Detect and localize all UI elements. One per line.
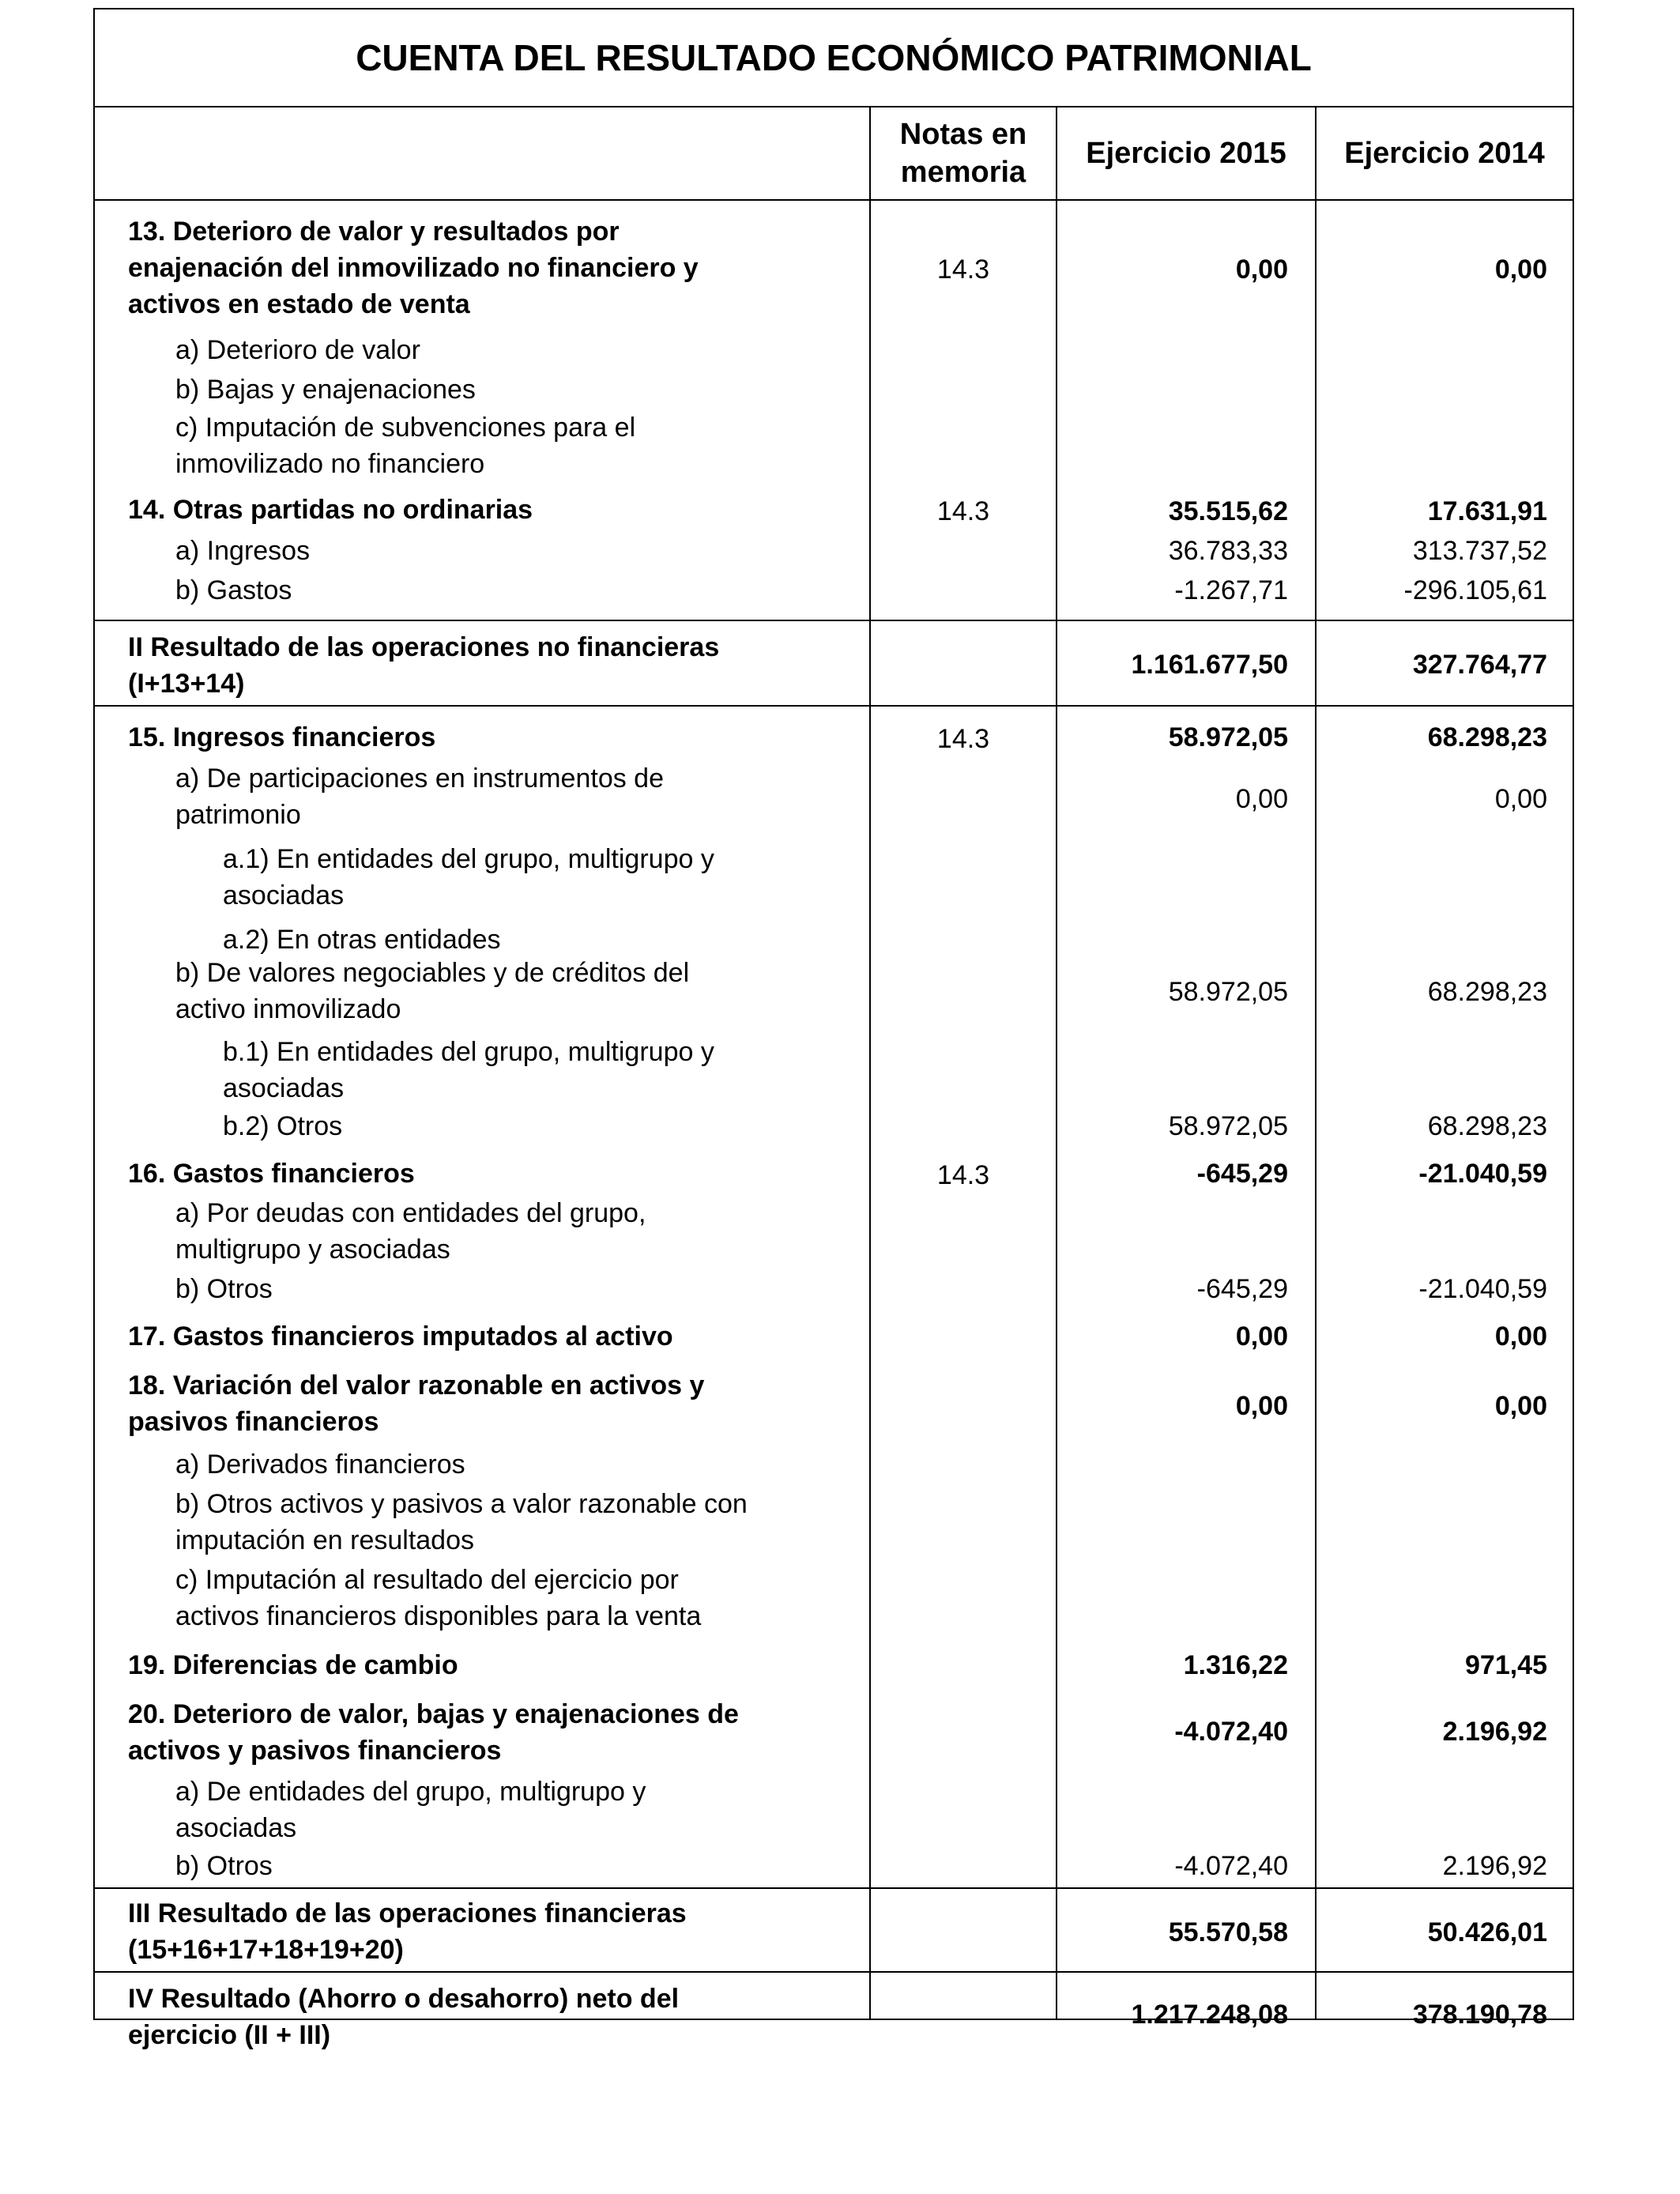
- row-20-2015: -4.072,40: [1174, 1717, 1288, 1747]
- row-13c-label: [175, 409, 635, 482]
- row-13-line3: activos en estado de venta: [128, 289, 470, 319]
- row-IV-line1: IV Resultado (Ahorro o desahorro) neto del: [128, 1984, 680, 2014]
- row-19-2014: 971,45: [1465, 1650, 1547, 1680]
- row-II-2014: 327.764,77: [1412, 650, 1547, 680]
- row-20b-label: b) Otros: [175, 1851, 273, 1881]
- row-15a1-label: [223, 841, 714, 914]
- row-15a-2014: 0,00: [1494, 784, 1547, 814]
- row-15a-2015: 0,00: [1235, 784, 1288, 814]
- row-15-2015: 58.972,05: [1168, 722, 1288, 752]
- row-18-line1: 18. Variación del valor razonable en activos y: [128, 1370, 705, 1400]
- row-20-line1: 20. Deterioro de valor, bajas y enajenaciones de: [128, 1699, 739, 1729]
- row-IV-2014: 378.190,78: [1412, 2000, 1547, 2030]
- row-15a1-line2: asociadas: [223, 880, 345, 910]
- row-18b-label: [175, 1486, 748, 1559]
- row-14-2014: 17.631,91: [1427, 496, 1547, 526]
- row-20-line2: activos y pasivos financieros: [128, 1736, 502, 1766]
- row-15b-line1: b) De valores negociables y de créditos del: [175, 958, 690, 988]
- column-header-notes: [871, 107, 1056, 199]
- row-15b1-line2: asociadas: [223, 1073, 345, 1103]
- row-15b-label: [175, 955, 689, 1027]
- row-II-line2: (I+13+14): [128, 669, 245, 699]
- notes-header-line1: Notas en: [899, 118, 1027, 151]
- row-13c-line1: c) Imputación de subvenciones para el: [175, 413, 636, 443]
- row-16a-line2: multigrupo y asociadas: [175, 1235, 450, 1265]
- row-18a-label: a) Derivados financieros: [175, 1449, 465, 1480]
- row-14-label: 14. Otras partidas no ordinarias: [128, 495, 533, 525]
- row-20-2014: 2.196,92: [1442, 1717, 1547, 1747]
- row-18c-line1: c) Imputación al resultado del ejercicio por: [175, 1565, 679, 1595]
- row-13-line2: enajenación del inmovilizado no financiero y: [128, 253, 699, 283]
- row-18b-line1: b) Otros activos y pasivos a valor razonable con: [175, 1489, 748, 1519]
- row-17-label: 17. Gastos financieros imputados al activo: [128, 1321, 673, 1351]
- row-IV-label: [128, 1981, 679, 2053]
- row-III-2014: 50.426,01: [1427, 1917, 1547, 1947]
- row-14a-label: a) Ingresos: [175, 536, 311, 566]
- row-15b-2014: 68.298,23: [1427, 977, 1547, 1007]
- row-14b-2014: -296.105,61: [1403, 575, 1547, 605]
- row-13-2015: 0,00: [1235, 254, 1288, 285]
- row-III-line1: III Resultado de las operaciones financieras: [128, 1898, 687, 1928]
- row-17-2014: 0,00: [1494, 1321, 1547, 1351]
- row-15a2-label: a.2) En otras entidades: [223, 925, 501, 955]
- row-14b-label: b) Gastos: [175, 575, 292, 605]
- row-16b-2014: -21.040,59: [1418, 1274, 1547, 1304]
- row-15-note: 14.3: [936, 724, 990, 754]
- row-20a-label: [175, 1774, 646, 1846]
- row-18c-line2: activos financieros disponibles para la venta: [175, 1601, 702, 1631]
- row-III-2015: 55.570,58: [1168, 1917, 1288, 1947]
- row-14-note: 14.3: [936, 496, 990, 526]
- notes-header-line2: memoria: [900, 156, 1026, 189]
- column-header-2014: Ejercicio 2014: [1344, 137, 1545, 170]
- title-row: [95, 9, 1573, 107]
- row-14a-2015: 36.783,33: [1168, 536, 1288, 566]
- row-divider: [95, 1971, 1573, 1973]
- row-15a-line2: patrimonio: [175, 800, 301, 830]
- row-19-2015: 1.316,22: [1183, 1650, 1288, 1680]
- row-15-label: 15. Ingresos financieros: [128, 722, 436, 752]
- row-15b1-label: [223, 1034, 714, 1106]
- row-19-label: 19. Diferencias de cambio: [128, 1650, 458, 1680]
- row-II-line1: II Resultado de las operaciones no financieras: [128, 632, 720, 662]
- income-statement-table: [93, 8, 1574, 2050]
- row-20-label: [128, 1696, 739, 1769]
- row-14b-2015: -1.267,71: [1174, 575, 1288, 605]
- column-divider: [869, 106, 871, 2019]
- row-20a-line2: asociadas: [175, 1813, 297, 1843]
- row-15a1-line1: a.1) En entidades del grupo, multigrupo y: [223, 844, 714, 874]
- row-13-line1: 13. Deterioro de valor y resultados por: [128, 217, 620, 247]
- row-13c-line2: inmovilizado no financiero: [175, 449, 485, 479]
- row-15a-label: [175, 760, 664, 833]
- row-15b2-2014: 68.298,23: [1427, 1111, 1547, 1141]
- row-15b2-label: b.2) Otros: [223, 1111, 343, 1141]
- row-divider: [95, 705, 1573, 707]
- row-18-2015: 0,00: [1235, 1391, 1288, 1421]
- row-III-line2: (15+16+17+18+19+20): [128, 1935, 404, 1965]
- row-13a-label: a) Deterioro de valor: [175, 335, 420, 365]
- row-13b-label: b) Bajas y enajenaciones: [175, 375, 476, 405]
- row-divider: [95, 1887, 1573, 1889]
- row-14-2015: 35.515,62: [1168, 496, 1288, 526]
- row-15b-line2: activo inmovilizado: [175, 994, 401, 1024]
- row-13-note: 14.3: [936, 254, 990, 285]
- row-III-label: [128, 1895, 687, 1968]
- row-20b-2014: 2.196,92: [1442, 1851, 1547, 1881]
- row-divider: [95, 199, 1573, 201]
- row-divider: [95, 620, 1573, 621]
- row-20b-2015: -4.072,40: [1174, 1851, 1288, 1881]
- row-15a-line1: a) De participaciones en instrumentos de: [175, 763, 664, 794]
- row-15b1-line1: b.1) En entidades del grupo, multigrupo y: [223, 1037, 714, 1067]
- row-18b-line2: imputación en resultados: [175, 1525, 475, 1555]
- row-IV-2015: 1.217.248,08: [1131, 2000, 1288, 2030]
- row-15b-2015: 58.972,05: [1168, 977, 1288, 1007]
- row-20a-line1: a) De entidades del grupo, multigrupo y: [175, 1777, 646, 1807]
- row-II-label: [128, 629, 719, 702]
- row-14a-2014: 313.737,52: [1412, 536, 1547, 566]
- row-13-label: [128, 213, 699, 322]
- row-15b2-2015: 58.972,05: [1168, 1111, 1288, 1141]
- row-IV-line2: ejercicio (II + III): [128, 2020, 331, 2050]
- row-16b-label: b) Otros: [175, 1274, 273, 1304]
- row-13-2014: 0,00: [1494, 254, 1547, 285]
- page-title: CUENTA DEL RESULTADO ECONÓMICO PATRIMONIAL: [356, 37, 1312, 78]
- row-17-2015: 0,00: [1235, 1321, 1288, 1351]
- row-15-2014: 68.298,23: [1427, 722, 1547, 752]
- row-16a-label: [175, 1195, 646, 1268]
- row-16b-2015: -645,29: [1196, 1274, 1288, 1304]
- row-16-note: 14.3: [936, 1160, 990, 1190]
- row-16-label: 16. Gastos financieros: [128, 1159, 415, 1189]
- row-II-2015: 1.161.677,50: [1131, 650, 1288, 680]
- row-18-2014: 0,00: [1494, 1391, 1547, 1421]
- row-16-2015: -645,29: [1196, 1159, 1288, 1189]
- row-18c-label: [175, 1562, 701, 1634]
- row-16a-line1: a) Por deudas con entidades del grupo,: [175, 1198, 646, 1228]
- row-16-2014: -21.040,59: [1418, 1159, 1547, 1189]
- row-18-line2: pasivos financieros: [128, 1407, 379, 1437]
- column-header-2015: Ejercicio 2015: [1086, 137, 1286, 170]
- row-18-label: [128, 1367, 704, 1440]
